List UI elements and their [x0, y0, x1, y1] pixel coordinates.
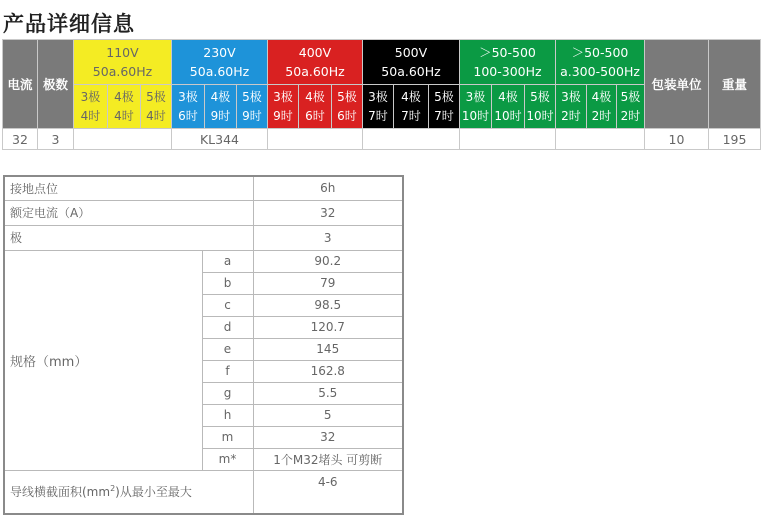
grounding-label: 接地点位: [4, 176, 253, 200]
group-voltage: 500V: [394, 45, 428, 60]
cell-packaging: 10: [645, 129, 709, 150]
pole-cell: 4极 6时: [299, 85, 332, 129]
header-weight: 重量: [709, 40, 761, 129]
pole-cell: 4极 7时: [394, 85, 429, 129]
dim-key: d: [202, 316, 253, 338]
group-500v: [363, 40, 460, 85]
group-freq: 50a.60Hz: [381, 64, 441, 79]
pole-cell: 5极 6时: [332, 85, 363, 129]
dim-key: a: [202, 250, 253, 272]
poles-label: 极: [4, 225, 253, 250]
header-current: 电流: [3, 40, 38, 129]
dim-value: 5.5: [253, 382, 403, 404]
pole-cell: 4极 9时: [205, 85, 237, 129]
pole-cell: 3极 4时: [74, 85, 108, 129]
group-400v: [268, 40, 363, 85]
dim-key: m*: [202, 448, 253, 470]
spec-label: 规格（mm）: [4, 250, 202, 470]
dim-key: f: [202, 360, 253, 382]
poles-value: 3: [253, 225, 403, 250]
dim-value: 98.5: [253, 294, 403, 316]
cell-weight: 195: [709, 129, 761, 150]
group-freq: a.300-500Hz: [560, 64, 640, 79]
cell-poles: 3: [38, 129, 74, 150]
dim-value: 79: [253, 272, 403, 294]
dim-key: h: [202, 404, 253, 426]
group-110v: [74, 40, 172, 85]
group-freq: 50a.60Hz: [189, 64, 250, 79]
cell-400v: [268, 129, 363, 150]
header-packaging: 包装单位: [645, 40, 709, 129]
group-freq: 50a.60Hz: [92, 64, 153, 79]
cell-current: 32: [3, 129, 38, 150]
pole-cell: 3极 7时: [363, 85, 394, 129]
dim-value: 120.7: [253, 316, 403, 338]
group-voltage: ＞50-500: [571, 45, 629, 60]
pole-cell: 3极 6时: [172, 85, 205, 129]
detail-table: [3, 175, 404, 515]
dim-key: m: [202, 426, 253, 448]
dim-key: c: [202, 294, 253, 316]
pole-cell: 3极 2时: [556, 85, 587, 129]
spec-table: [2, 39, 761, 150]
dim-value: 162.8: [253, 360, 403, 382]
cell-110v: [74, 129, 172, 150]
pole-cell: 5极 7时: [429, 85, 460, 129]
group-voltage: 110V: [106, 45, 139, 60]
dim-value: 5: [253, 404, 403, 426]
rated-current-value: 32: [253, 200, 403, 225]
dim-key: b: [202, 272, 253, 294]
grounding-value: 6h: [253, 176, 403, 200]
page-title: 产品详细信息: [3, 12, 135, 36]
pole-cell: 5极 4时: [141, 85, 172, 129]
group-freq: 50a.60Hz: [285, 64, 345, 79]
cross-section-value: 4-6: [253, 470, 403, 514]
pole-cell: 4极 10时: [492, 85, 525, 129]
dim-key: g: [202, 382, 253, 404]
group-230v: [172, 40, 268, 85]
group-freq: 100-300Hz: [473, 64, 542, 79]
pole-cell: 4极 4时: [108, 85, 141, 129]
header-poles: 极数: [38, 40, 74, 129]
group-voltage: 400V: [298, 45, 332, 60]
cell-model: KL344: [172, 129, 268, 150]
cell-500v: [363, 129, 460, 150]
pole-cell: 3极 10时: [460, 85, 492, 129]
rated-current-label: 额定电流（A）: [4, 200, 253, 225]
dim-value: 1个M32堵头 可剪断: [253, 448, 403, 470]
pole-cell: 5极 10时: [525, 85, 556, 129]
dim-value: 32: [253, 426, 403, 448]
pole-cell: 4极 2时: [587, 85, 617, 129]
dim-value: 90.2: [253, 250, 403, 272]
pole-cell: 5极 2时: [617, 85, 645, 129]
dim-value: 145: [253, 338, 403, 360]
pole-cell: 3极 9时: [268, 85, 299, 129]
group-50-500-high: [556, 40, 645, 85]
group-voltage: ＞50-500: [479, 45, 536, 60]
cell-50-500-low: [460, 129, 556, 150]
group-50-500-low: [460, 40, 556, 85]
dim-key: e: [202, 338, 253, 360]
group-voltage: 230V: [203, 45, 236, 60]
pole-cell: 5极 9时: [237, 85, 268, 129]
cross-section-label: 导线横截面积$(mm^2)$从最小至最大: [4, 470, 253, 514]
cell-50-500-high: [556, 129, 645, 150]
